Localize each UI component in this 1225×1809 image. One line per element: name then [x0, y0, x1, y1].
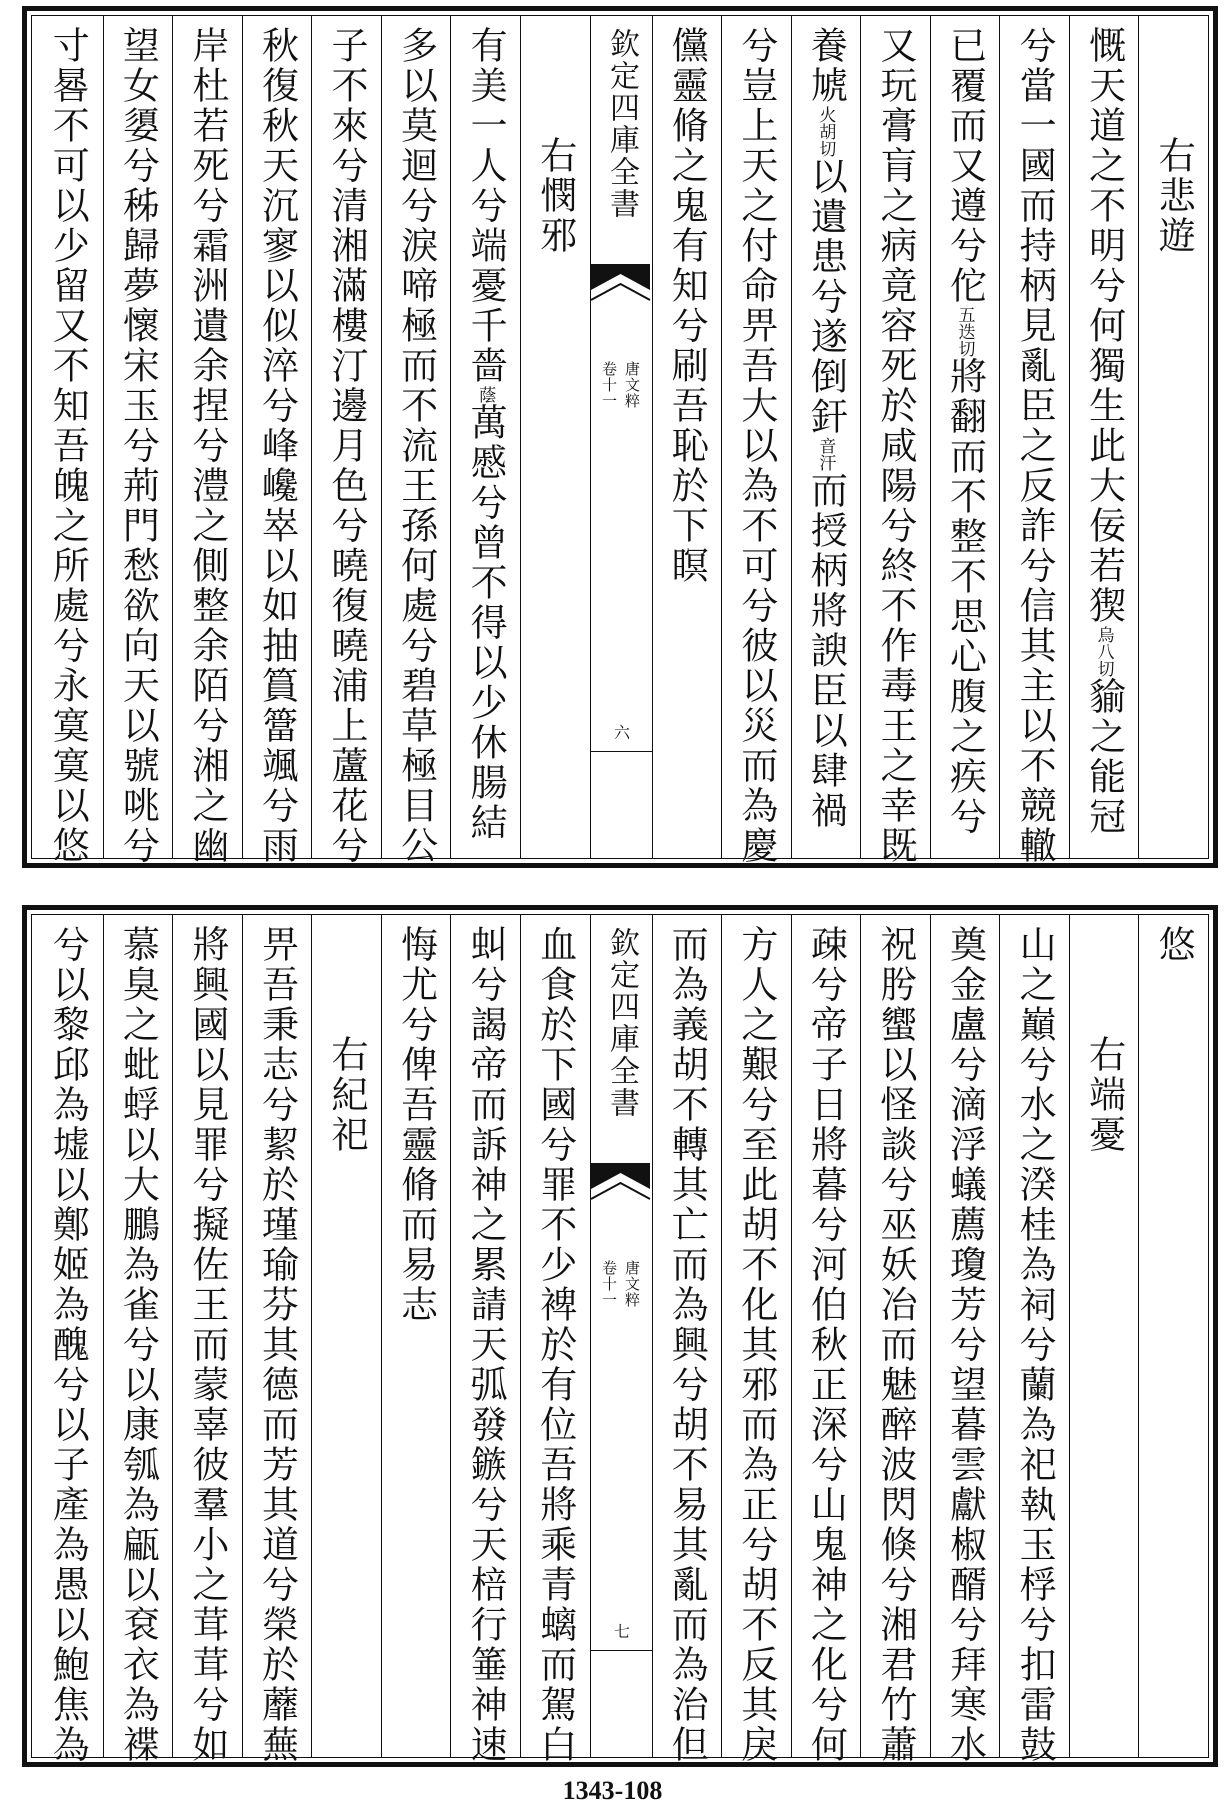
interlinear-note: 五迭切: [954, 306, 975, 357]
center-margin-column: [590, 915, 652, 1757]
text-segment: 悠: [1152, 925, 1196, 965]
text-segment: 以遺患兮遂倒釬: [804, 157, 848, 437]
text-column: [242, 16, 312, 866]
fishtail-mark-icon: [591, 1163, 653, 1203]
text-segment: 慨天道之不明兮何獨生此大佞若猰: [1082, 26, 1126, 626]
text-segment: 而為義胡不轉其亡而為興兮胡不易其亂而為治但: [665, 925, 709, 1765]
column-text: [255, 26, 299, 866]
column-text: [464, 925, 508, 1765]
center-margin-column: [590, 16, 652, 858]
page-code: 1343-108: [562, 1776, 663, 1805]
column-text: [873, 925, 917, 1765]
text-column: [242, 915, 312, 1765]
text-segment: 萬慼兮曾不得以少休腸結: [464, 403, 508, 843]
text-segment: 悔尤兮俾吾靈脩而易志: [394, 925, 438, 1325]
text-column: [172, 915, 242, 1765]
top-page-inner-border: [31, 15, 1209, 866]
text-segment: 將興國以見罪兮擬佐王而蒙辜彼羣小之茸茸兮如: [185, 925, 229, 1765]
text-segment: 右紀祀: [325, 1035, 369, 1155]
margin-rule: [591, 751, 652, 752]
text-segment: 畀吾秉志兮絜於瑾瑜芬其德而芳其道兮榮於蘼蕪: [255, 925, 299, 1765]
text-segment: 儻靈脩之鬼有知兮刷吾恥於下瞑: [665, 26, 709, 586]
text-segment: 岸杜若死兮霜洲遺余捏兮澧之側整余陌兮湘之幽: [185, 26, 229, 866]
text-column: [652, 16, 722, 858]
column-text: [394, 925, 438, 1325]
section-heading: [533, 136, 577, 256]
interlinear-note: 火胡切: [815, 106, 836, 157]
column-text: [1013, 26, 1057, 866]
text-segment: 慕臭之蚍蜉以大鵬為雀兮以康瓠為甂以袞衣為褋: [116, 925, 160, 1765]
book-subtitle-line: 卷十一: [600, 1260, 618, 1308]
section-heading-column: [311, 915, 381, 1757]
folio-number: 七: [611, 1623, 631, 1639]
book-subtitle: [599, 361, 643, 409]
interlinear-note: 音汗: [815, 437, 836, 471]
column-text: [464, 26, 508, 843]
text-segment: 方人之艱兮至此胡不化其邪而為正兮胡不反其戾: [734, 925, 778, 1765]
text-segment: 血食於下國兮罪不少裨於有位吾將乘青螭而駕白: [533, 925, 577, 1765]
text-segment: 子不來兮清湘滿樓汀邊月色兮曉復曉浦上蘆花兮: [325, 26, 369, 866]
text-column: [860, 16, 930, 866]
text-segment: 兮當一國而持柄見亂臣之反詐兮信其主以不競轍: [1013, 26, 1057, 866]
text-column: [999, 915, 1069, 1765]
text-segment: 已覆而又遵兮佗: [943, 26, 987, 306]
column-text: [46, 925, 90, 1765]
column-text: [185, 26, 229, 866]
text-column: [103, 915, 173, 1765]
interlinear-note: 烏八切: [1093, 626, 1114, 677]
text-column: [1069, 16, 1139, 858]
text-segment: 望女嬃兮秭歸夢懷宋玉兮荊門愁欲向天以號咷兮: [116, 26, 160, 866]
column-text: [46, 26, 90, 866]
text-column: [721, 915, 791, 1765]
top-page-frame: [22, 6, 1218, 868]
book-subtitle-line: 唐文粹: [623, 1260, 641, 1308]
text-column: [381, 16, 451, 866]
column-text: [325, 26, 369, 866]
text-segment: 有美一人兮端憂千嗇: [464, 26, 508, 386]
column-text: [394, 26, 438, 866]
book-subtitle: [599, 1260, 643, 1308]
column-text: [943, 26, 987, 837]
top-page-columns: [32, 16, 1208, 866]
bottom-page-frame: [22, 905, 1218, 1767]
text-segment: 兮豈上天之付命畀吾大以為不可兮彼以災而為慶: [734, 26, 778, 866]
column-text: [943, 925, 987, 1765]
book-subtitle-line: 卷十一: [600, 361, 618, 409]
text-segment: 兮以黎邱為墟以鄭姬為醜兮以子產為愚以鮑焦為: [46, 925, 90, 1765]
text-column: [860, 915, 930, 1765]
column-text: [1152, 925, 1196, 965]
text-segment: 奠金盧兮滴浮蟻薦瓊芳兮望暮雲獻椒醑兮拜寒水: [943, 925, 987, 1765]
text-segment: 寸晷不可以少留又不知吾魄之所處兮永寞寞以悠: [46, 26, 90, 866]
text-column: [381, 915, 451, 1757]
section-heading-column: [1069, 915, 1139, 1757]
column-text: [665, 26, 709, 586]
bottom-page-columns: [32, 915, 1208, 1765]
text-segment: 又玩膏肓之病竟容死於咸陽兮終不作毒王之幸既: [873, 26, 917, 866]
column-text: [1013, 925, 1057, 1765]
column-text: [185, 925, 229, 1765]
text-segment: 右悲遊: [1152, 136, 1196, 256]
text-column: [721, 16, 791, 866]
text-segment: 虯兮謁帝而訴神之累請天弧發鏃兮天棓行箠神速: [464, 925, 508, 1765]
section-heading: [1152, 136, 1196, 256]
text-segment: 貐之能冠: [1082, 677, 1126, 837]
text-column: [33, 915, 103, 1765]
book-title: 欽定四庫全書: [604, 927, 639, 1119]
text-column: [103, 16, 173, 866]
text-column: [999, 16, 1069, 866]
column-text: [734, 26, 778, 866]
text-column: [311, 16, 381, 866]
text-column: [930, 16, 1000, 858]
column-text: [255, 925, 299, 1765]
text-column: [450, 915, 520, 1765]
column-text: [804, 26, 848, 831]
text-column: [172, 16, 242, 866]
book-title: 欽定四庫全書: [604, 28, 639, 220]
text-segment: 右端憂: [1082, 1035, 1126, 1155]
text-column: [930, 915, 1000, 1765]
text-column: [450, 16, 520, 858]
book-subtitle-line: 唐文粹: [623, 361, 641, 409]
text-column: [520, 915, 590, 1765]
folio-number: 六: [611, 724, 631, 740]
column-text: [804, 925, 848, 1765]
section-heading-column: [1138, 16, 1208, 858]
text-segment: 而授柄將諛臣以肆禍: [804, 471, 848, 831]
text-column: [791, 915, 861, 1765]
text-segment: 祝肹蠁以怪談兮巫妖冶而魅醉波閃倏兮湘君竹蕭: [873, 925, 917, 1765]
text-column: [1138, 915, 1208, 1757]
section-heading-column: [520, 16, 590, 858]
interlinear-note: 蔭: [475, 386, 496, 403]
text-segment: 山之巔兮水之湀桂為祠兮蘭為祀執玉桴兮扣雷鼓: [1013, 925, 1057, 1765]
margin-rule: [591, 1650, 652, 1651]
text-segment: 右憫邪: [533, 136, 577, 256]
text-column: [791, 16, 861, 858]
text-segment: 多以莫迴兮淚啼極而不流王孫何處兮碧草極目公: [394, 26, 438, 866]
section-heading: [1082, 1035, 1126, 1155]
column-text: [873, 26, 917, 866]
column-text: [116, 26, 160, 866]
text-segment: 疎兮帝子日將暮兮河伯秋正深兮山鬼神之化兮何: [804, 925, 848, 1765]
column-text: [734, 925, 778, 1765]
text-column: [652, 915, 722, 1765]
text-segment: 將翻而不整不思心腹之疾兮: [943, 357, 987, 837]
section-heading: [325, 1035, 369, 1155]
column-text: [116, 925, 160, 1765]
text-column: [33, 16, 103, 866]
text-segment: 養虓: [804, 26, 848, 106]
column-text: [665, 925, 709, 1765]
column-text: [1082, 26, 1126, 837]
text-segment: 秋復秋天沉寥以似淬兮峰巉崒以如抽篔簹颯兮雨: [255, 26, 299, 866]
bottom-page-inner-border: [31, 914, 1209, 1765]
column-text: [533, 925, 577, 1765]
fishtail-mark-icon: [591, 264, 653, 304]
